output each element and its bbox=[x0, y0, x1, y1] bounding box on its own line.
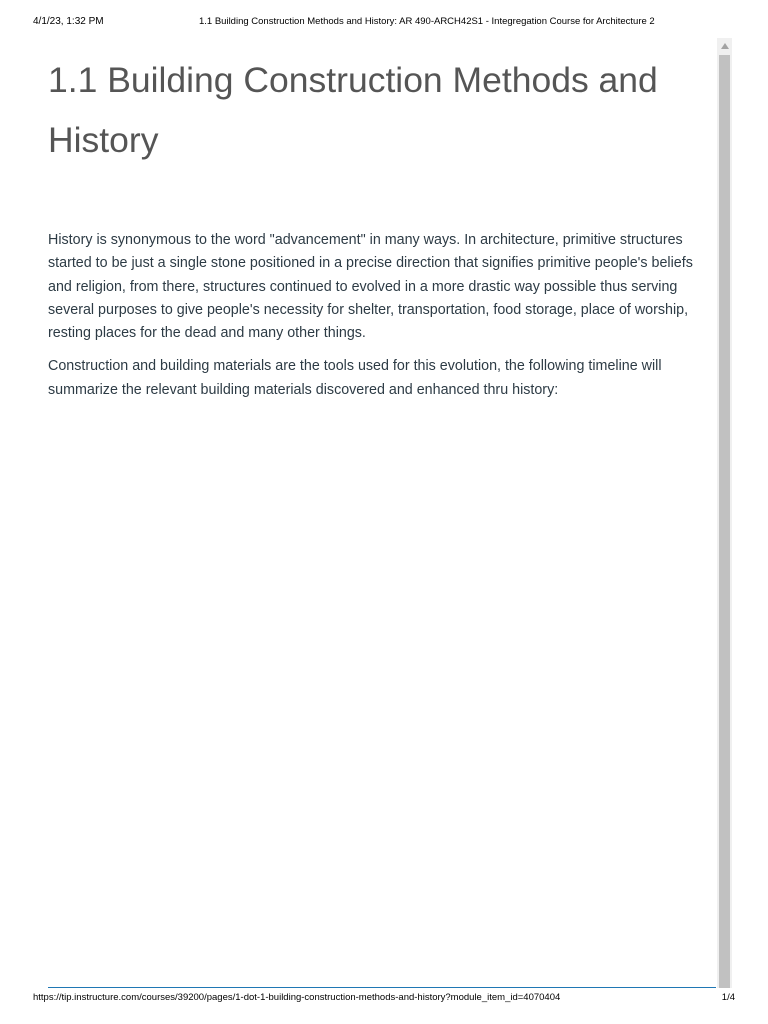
print-datetime: 4/1/23, 1:32 PM bbox=[33, 16, 104, 27]
scrollbar-thumb[interactable] bbox=[719, 55, 730, 988]
page-title: 1.1 Building Construction Methods and History bbox=[48, 60, 658, 160]
materials-paragraph: Construction and building materials are the tools used for this evolution, the following timeline will summarize the relevant building materials discovered and enhanced thru history: bbox=[48, 358, 662, 398]
print-header bbox=[33, 16, 728, 30]
intro-paragraph: History is synonymous to the word "advancement" in many ways. In architecture, primitive structures started to be just a single stone positioned in a precise direction that signifies primitive people's beliefs and religion, from there, structures continued to evolved in a more drastic way possible thus serving several purposes to give people's necessity for shelter, transportation, food storage, place of worship, resting places for the dead and many other things. bbox=[48, 232, 693, 342]
scroll-up-button[interactable] bbox=[717, 38, 732, 53]
print-footer-url: https://tip.instructure.com/courses/39200/pages/1-dot-1-building-construction-methods-and-history?module_item_id=4070404 bbox=[33, 992, 561, 1003]
print-footer bbox=[33, 992, 735, 1006]
footer-divider bbox=[48, 987, 716, 988]
page-content bbox=[48, 50, 718, 402]
print-page-number: 1/4 bbox=[721, 992, 735, 1003]
vertical-scrollbar[interactable] bbox=[717, 38, 732, 988]
print-document-title: 1.1 Building Construction Methods and History: AR 490-ARCH42S1 - Integregation Course for Architecture 2 bbox=[199, 16, 655, 27]
scroll-up-icon bbox=[721, 43, 729, 49]
